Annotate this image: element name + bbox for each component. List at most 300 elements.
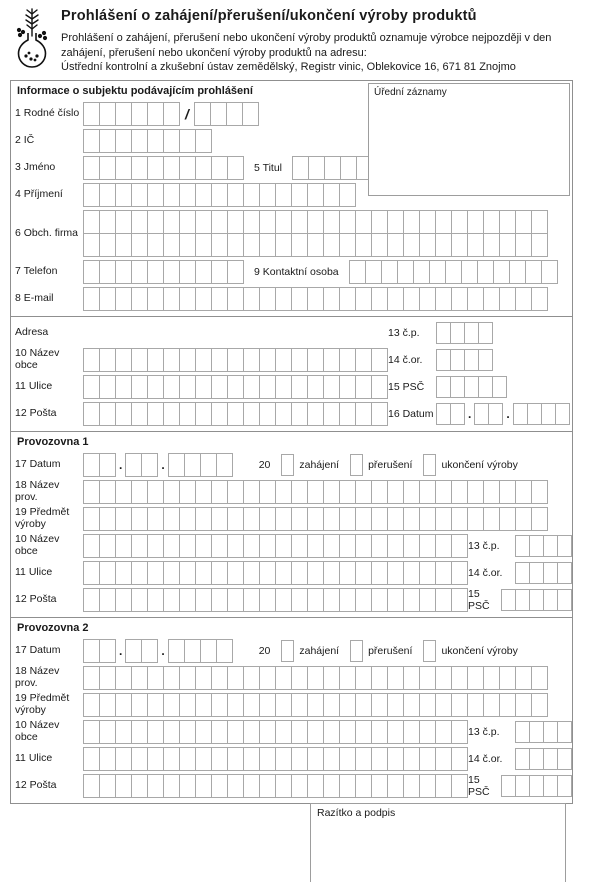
input-cell[interactable] xyxy=(515,589,530,611)
input-cell[interactable] xyxy=(99,183,116,207)
input-cell[interactable] xyxy=(216,639,233,663)
input-cell[interactable] xyxy=(147,402,164,426)
input-cell[interactable] xyxy=(179,774,196,798)
input-cell[interactable] xyxy=(259,693,276,717)
input-cell[interactable] xyxy=(131,348,148,372)
input-cell[interactable] xyxy=(467,693,484,717)
input-cell[interactable] xyxy=(339,588,356,612)
input-cell[interactable] xyxy=(403,480,420,504)
input-cell[interactable] xyxy=(515,233,532,257)
checkbox-ukonceni[interactable] xyxy=(423,640,436,662)
input-cell[interactable] xyxy=(83,233,100,257)
input-cell[interactable] xyxy=(147,260,164,284)
input-cell[interactable] xyxy=(259,666,276,690)
input-cell[interactable] xyxy=(483,480,500,504)
input-cell[interactable] xyxy=(355,774,372,798)
input-cell[interactable] xyxy=(147,183,164,207)
input-cell[interactable] xyxy=(323,774,340,798)
input-cell[interactable] xyxy=(259,375,276,399)
input-cell[interactable] xyxy=(131,774,148,798)
input-cell[interactable] xyxy=(292,156,309,180)
input-cell[interactable] xyxy=(291,747,308,771)
input-cell[interactable] xyxy=(259,402,276,426)
input-cell[interactable] xyxy=(291,561,308,585)
input-cell[interactable] xyxy=(243,375,260,399)
input-cell[interactable] xyxy=(339,402,356,426)
input-cell[interactable] xyxy=(131,588,148,612)
input-cell[interactable] xyxy=(99,693,116,717)
input-cell[interactable] xyxy=(307,287,324,311)
input-cell[interactable] xyxy=(179,233,196,257)
input-cell[interactable] xyxy=(435,747,452,771)
input-cell[interactable] xyxy=(451,693,468,717)
input-cell[interactable] xyxy=(531,666,548,690)
input-cell[interactable] xyxy=(179,348,196,372)
input-cell[interactable] xyxy=(163,588,180,612)
input-cell[interactable] xyxy=(419,210,436,234)
stamp-signature-box[interactable] xyxy=(310,803,566,882)
input-cell[interactable] xyxy=(163,747,180,771)
input-cell[interactable] xyxy=(131,233,148,257)
input-cell[interactable] xyxy=(291,507,308,531)
input-cell[interactable] xyxy=(179,480,196,504)
input-cell[interactable] xyxy=(131,210,148,234)
input-cell[interactable] xyxy=(195,375,212,399)
input-cell[interactable] xyxy=(365,260,382,284)
input-cell[interactable] xyxy=(387,287,404,311)
input-cell[interactable] xyxy=(307,507,324,531)
input-cell[interactable] xyxy=(513,403,528,425)
input-cell[interactable] xyxy=(163,693,180,717)
input-cell[interactable] xyxy=(99,507,116,531)
input-cell[interactable] xyxy=(529,721,544,743)
input-cell[interactable] xyxy=(115,507,132,531)
input-cell[interactable] xyxy=(435,480,452,504)
input-cell[interactable] xyxy=(515,693,532,717)
input-cell[interactable] xyxy=(527,403,542,425)
checkbox-ukonceni[interactable] xyxy=(423,454,436,476)
input-cell[interactable] xyxy=(349,260,366,284)
input-cell[interactable] xyxy=(531,287,548,311)
input-cell[interactable] xyxy=(307,774,324,798)
input-cell[interactable] xyxy=(83,534,100,558)
input-cell[interactable] xyxy=(291,402,308,426)
input-cell[interactable] xyxy=(435,507,452,531)
input-cell[interactable] xyxy=(131,183,148,207)
input-cell[interactable] xyxy=(397,260,414,284)
input-cell[interactable] xyxy=(115,693,132,717)
input-cell[interactable] xyxy=(543,589,558,611)
input-cell[interactable] xyxy=(419,774,436,798)
input-cell[interactable] xyxy=(307,480,324,504)
input-cell[interactable] xyxy=(211,747,228,771)
input-cell[interactable] xyxy=(355,402,372,426)
input-cell[interactable] xyxy=(99,287,116,311)
input-cell[interactable] xyxy=(323,693,340,717)
input-cell[interactable] xyxy=(451,561,468,585)
input-cell[interactable] xyxy=(515,210,532,234)
input-cell[interactable] xyxy=(83,693,100,717)
input-cell[interactable] xyxy=(435,233,452,257)
input-cell[interactable] xyxy=(436,376,451,398)
input-cell[interactable] xyxy=(115,183,132,207)
input-cell[interactable] xyxy=(291,666,308,690)
input-cell[interactable] xyxy=(227,747,244,771)
input-cell[interactable] xyxy=(141,639,158,663)
input-cell[interactable] xyxy=(355,507,372,531)
input-cell[interactable] xyxy=(529,562,544,584)
input-cell[interactable] xyxy=(163,260,180,284)
input-cell[interactable] xyxy=(323,666,340,690)
input-cell[interactable] xyxy=(211,480,228,504)
input-cell[interactable] xyxy=(355,210,372,234)
input-cell[interactable] xyxy=(211,534,228,558)
input-cell[interactable] xyxy=(147,561,164,585)
input-cell[interactable] xyxy=(339,287,356,311)
input-cell[interactable] xyxy=(339,720,356,744)
input-cell[interactable] xyxy=(83,348,100,372)
input-cell[interactable] xyxy=(83,507,100,531)
input-cell[interactable] xyxy=(83,129,100,153)
input-cell[interactable] xyxy=(451,287,468,311)
input-cell[interactable] xyxy=(131,156,148,180)
input-cell[interactable] xyxy=(115,534,132,558)
input-cell[interactable] xyxy=(163,210,180,234)
input-cell[interactable] xyxy=(83,260,100,284)
input-cell[interactable] xyxy=(464,349,479,371)
input-cell[interactable] xyxy=(467,233,484,257)
input-cell[interactable] xyxy=(451,534,468,558)
input-cell[interactable] xyxy=(451,720,468,744)
input-cell[interactable] xyxy=(179,260,196,284)
input-cell[interactable] xyxy=(371,507,388,531)
input-cell[interactable] xyxy=(275,666,292,690)
input-cell[interactable] xyxy=(323,348,340,372)
input-cell[interactable] xyxy=(529,589,544,611)
input-cell[interactable] xyxy=(371,720,388,744)
input-cell[interactable] xyxy=(195,774,212,798)
input-cell[interactable] xyxy=(403,287,420,311)
input-cell[interactable] xyxy=(194,102,211,126)
input-cell[interactable] xyxy=(307,233,324,257)
input-cell[interactable] xyxy=(211,507,228,531)
input-cell[interactable] xyxy=(131,747,148,771)
input-cell[interactable] xyxy=(211,210,228,234)
input-cell[interactable] xyxy=(131,720,148,744)
input-cell[interactable] xyxy=(195,480,212,504)
input-cell[interactable] xyxy=(243,666,260,690)
input-cell[interactable] xyxy=(195,287,212,311)
input-cell[interactable] xyxy=(450,322,465,344)
input-cell[interactable] xyxy=(131,102,148,126)
input-cell[interactable] xyxy=(355,588,372,612)
input-cell[interactable] xyxy=(307,666,324,690)
input-cell[interactable] xyxy=(227,233,244,257)
input-cell[interactable] xyxy=(163,287,180,311)
input-cell[interactable] xyxy=(115,233,132,257)
input-cell[interactable] xyxy=(115,287,132,311)
input-cell[interactable] xyxy=(115,747,132,771)
input-cell[interactable] xyxy=(557,535,572,557)
input-cell[interactable] xyxy=(227,183,244,207)
input-cell[interactable] xyxy=(275,588,292,612)
input-cell[interactable] xyxy=(115,348,132,372)
input-cell[interactable] xyxy=(291,588,308,612)
input-cell[interactable] xyxy=(515,775,530,797)
input-cell[interactable] xyxy=(387,774,404,798)
input-cell[interactable] xyxy=(99,129,116,153)
input-cell[interactable] xyxy=(259,233,276,257)
input-cell[interactable] xyxy=(131,534,148,558)
input-cell[interactable] xyxy=(179,129,196,153)
input-cell[interactable] xyxy=(227,348,244,372)
input-cell[interactable] xyxy=(435,287,452,311)
input-cell[interactable] xyxy=(387,747,404,771)
input-cell[interactable] xyxy=(147,534,164,558)
input-cell[interactable] xyxy=(478,349,493,371)
input-cell[interactable] xyxy=(179,561,196,585)
input-cell[interactable] xyxy=(227,507,244,531)
input-cell[interactable] xyxy=(227,774,244,798)
input-cell[interactable] xyxy=(557,748,572,770)
input-cell[interactable] xyxy=(200,639,217,663)
input-cell[interactable] xyxy=(499,666,516,690)
input-cell[interactable] xyxy=(323,402,340,426)
input-cell[interactable] xyxy=(163,480,180,504)
input-cell[interactable] xyxy=(445,260,462,284)
input-cell[interactable] xyxy=(115,102,132,126)
input-cell[interactable] xyxy=(195,156,212,180)
input-cell[interactable] xyxy=(307,402,324,426)
input-cell[interactable] xyxy=(141,453,158,477)
input-cell[interactable] xyxy=(275,534,292,558)
input-cell[interactable] xyxy=(339,375,356,399)
input-cell[interactable] xyxy=(99,666,116,690)
input-cell[interactable] xyxy=(355,480,372,504)
input-cell[interactable] xyxy=(227,402,244,426)
input-cell[interactable] xyxy=(403,747,420,771)
input-cell[interactable] xyxy=(355,747,372,771)
input-cell[interactable] xyxy=(115,260,132,284)
input-cell[interactable] xyxy=(147,480,164,504)
input-cell[interactable] xyxy=(83,747,100,771)
input-cell[interactable] xyxy=(515,562,530,584)
input-cell[interactable] xyxy=(195,233,212,257)
input-cell[interactable] xyxy=(83,453,100,477)
input-cell[interactable] xyxy=(99,561,116,585)
input-cell[interactable] xyxy=(227,561,244,585)
input-cell[interactable] xyxy=(115,129,132,153)
input-cell[interactable] xyxy=(323,480,340,504)
input-cell[interactable] xyxy=(243,480,260,504)
input-cell[interactable] xyxy=(307,561,324,585)
input-cell[interactable] xyxy=(515,507,532,531)
input-cell[interactable] xyxy=(557,589,572,611)
input-cell[interactable] xyxy=(259,287,276,311)
input-cell[interactable] xyxy=(483,507,500,531)
input-cell[interactable] xyxy=(557,775,572,797)
input-cell[interactable] xyxy=(492,376,507,398)
input-cell[interactable] xyxy=(339,534,356,558)
input-cell[interactable] xyxy=(323,210,340,234)
input-cell[interactable] xyxy=(543,721,558,743)
input-cell[interactable] xyxy=(323,561,340,585)
input-cell[interactable] xyxy=(195,507,212,531)
input-cell[interactable] xyxy=(115,210,132,234)
input-cell[interactable] xyxy=(259,534,276,558)
input-cell[interactable] xyxy=(275,720,292,744)
input-cell[interactable] xyxy=(467,507,484,531)
input-cell[interactable] xyxy=(435,720,452,744)
input-cell[interactable] xyxy=(99,588,116,612)
input-cell[interactable] xyxy=(259,480,276,504)
checkbox-preruseni[interactable] xyxy=(350,454,363,476)
input-cell[interactable] xyxy=(99,102,116,126)
input-cell[interactable] xyxy=(501,775,516,797)
input-cell[interactable] xyxy=(115,375,132,399)
input-cell[interactable] xyxy=(83,720,100,744)
input-cell[interactable] xyxy=(227,287,244,311)
input-cell[interactable] xyxy=(168,453,185,477)
input-cell[interactable] xyxy=(371,480,388,504)
input-cell[interactable] xyxy=(499,693,516,717)
input-cell[interactable] xyxy=(355,720,372,744)
input-cell[interactable] xyxy=(387,534,404,558)
input-cell[interactable] xyxy=(371,693,388,717)
input-cell[interactable] xyxy=(355,375,372,399)
input-cell[interactable] xyxy=(83,183,100,207)
input-cell[interactable] xyxy=(543,562,558,584)
input-cell[interactable] xyxy=(355,287,372,311)
input-cell[interactable] xyxy=(131,507,148,531)
input-cell[interactable] xyxy=(515,535,530,557)
input-cell[interactable] xyxy=(99,774,116,798)
input-cell[interactable] xyxy=(259,561,276,585)
input-cell[interactable] xyxy=(499,233,516,257)
input-cell[interactable] xyxy=(450,403,465,425)
input-cell[interactable] xyxy=(275,183,292,207)
official-records-box[interactable] xyxy=(368,83,570,196)
input-cell[interactable] xyxy=(339,747,356,771)
input-cell[interactable] xyxy=(147,693,164,717)
input-cell[interactable] xyxy=(451,588,468,612)
input-cell[interactable] xyxy=(451,233,468,257)
input-cell[interactable] xyxy=(243,747,260,771)
input-cell[interactable] xyxy=(211,666,228,690)
input-cell[interactable] xyxy=(227,666,244,690)
input-cell[interactable] xyxy=(371,402,388,426)
input-cell[interactable] xyxy=(435,210,452,234)
input-cell[interactable] xyxy=(259,747,276,771)
input-cell[interactable] xyxy=(243,402,260,426)
input-cell[interactable] xyxy=(515,480,532,504)
input-cell[interactable] xyxy=(501,589,516,611)
input-cell[interactable] xyxy=(499,480,516,504)
input-cell[interactable] xyxy=(488,403,503,425)
input-cell[interactable] xyxy=(419,561,436,585)
input-cell[interactable] xyxy=(211,260,228,284)
input-cell[interactable] xyxy=(541,260,558,284)
input-cell[interactable] xyxy=(195,210,212,234)
input-cell[interactable] xyxy=(531,507,548,531)
input-cell[interactable] xyxy=(291,720,308,744)
input-cell[interactable] xyxy=(419,720,436,744)
input-cell[interactable] xyxy=(115,666,132,690)
input-cell[interactable] xyxy=(529,535,544,557)
input-cell[interactable] xyxy=(531,480,548,504)
input-cell[interactable] xyxy=(147,287,164,311)
input-cell[interactable] xyxy=(403,233,420,257)
input-cell[interactable] xyxy=(83,639,100,663)
input-cell[interactable] xyxy=(195,183,212,207)
input-cell[interactable] xyxy=(99,639,116,663)
input-cell[interactable] xyxy=(163,534,180,558)
input-cell[interactable] xyxy=(419,666,436,690)
input-cell[interactable] xyxy=(371,534,388,558)
input-cell[interactable] xyxy=(211,588,228,612)
input-cell[interactable] xyxy=(83,375,100,399)
input-cell[interactable] xyxy=(83,156,100,180)
input-cell[interactable] xyxy=(339,507,356,531)
input-cell[interactable] xyxy=(163,129,180,153)
input-cell[interactable] xyxy=(163,720,180,744)
input-cell[interactable] xyxy=(339,774,356,798)
input-cell[interactable] xyxy=(227,720,244,744)
input-cell[interactable] xyxy=(291,534,308,558)
input-cell[interactable] xyxy=(259,348,276,372)
input-cell[interactable] xyxy=(179,287,196,311)
checkbox-preruseni[interactable] xyxy=(350,640,363,662)
input-cell[interactable] xyxy=(131,561,148,585)
input-cell[interactable] xyxy=(387,480,404,504)
input-cell[interactable] xyxy=(227,534,244,558)
input-cell[interactable] xyxy=(243,348,260,372)
input-cell[interactable] xyxy=(227,693,244,717)
input-cell[interactable] xyxy=(451,210,468,234)
input-cell[interactable] xyxy=(515,721,530,743)
input-cell[interactable] xyxy=(531,233,548,257)
input-cell[interactable] xyxy=(275,402,292,426)
input-cell[interactable] xyxy=(163,561,180,585)
input-cell[interactable] xyxy=(163,375,180,399)
input-cell[interactable] xyxy=(467,210,484,234)
input-cell[interactable] xyxy=(387,507,404,531)
input-cell[interactable] xyxy=(227,480,244,504)
input-cell[interactable] xyxy=(355,666,372,690)
input-cell[interactable] xyxy=(200,453,217,477)
input-cell[interactable] xyxy=(435,693,452,717)
input-cell[interactable] xyxy=(307,375,324,399)
input-cell[interactable] xyxy=(371,666,388,690)
input-cell[interactable] xyxy=(99,375,116,399)
input-cell[interactable] xyxy=(450,349,465,371)
input-cell[interactable] xyxy=(242,102,259,126)
input-cell[interactable] xyxy=(211,774,228,798)
input-cell[interactable] xyxy=(541,403,556,425)
input-cell[interactable] xyxy=(115,588,132,612)
input-cell[interactable] xyxy=(216,453,233,477)
input-cell[interactable] xyxy=(115,720,132,744)
input-cell[interactable] xyxy=(323,588,340,612)
input-cell[interactable] xyxy=(413,260,430,284)
input-cell[interactable] xyxy=(529,748,544,770)
input-cell[interactable] xyxy=(419,693,436,717)
input-cell[interactable] xyxy=(323,375,340,399)
input-cell[interactable] xyxy=(179,402,196,426)
input-cell[interactable] xyxy=(115,402,132,426)
input-cell[interactable] xyxy=(436,403,451,425)
input-cell[interactable] xyxy=(195,402,212,426)
